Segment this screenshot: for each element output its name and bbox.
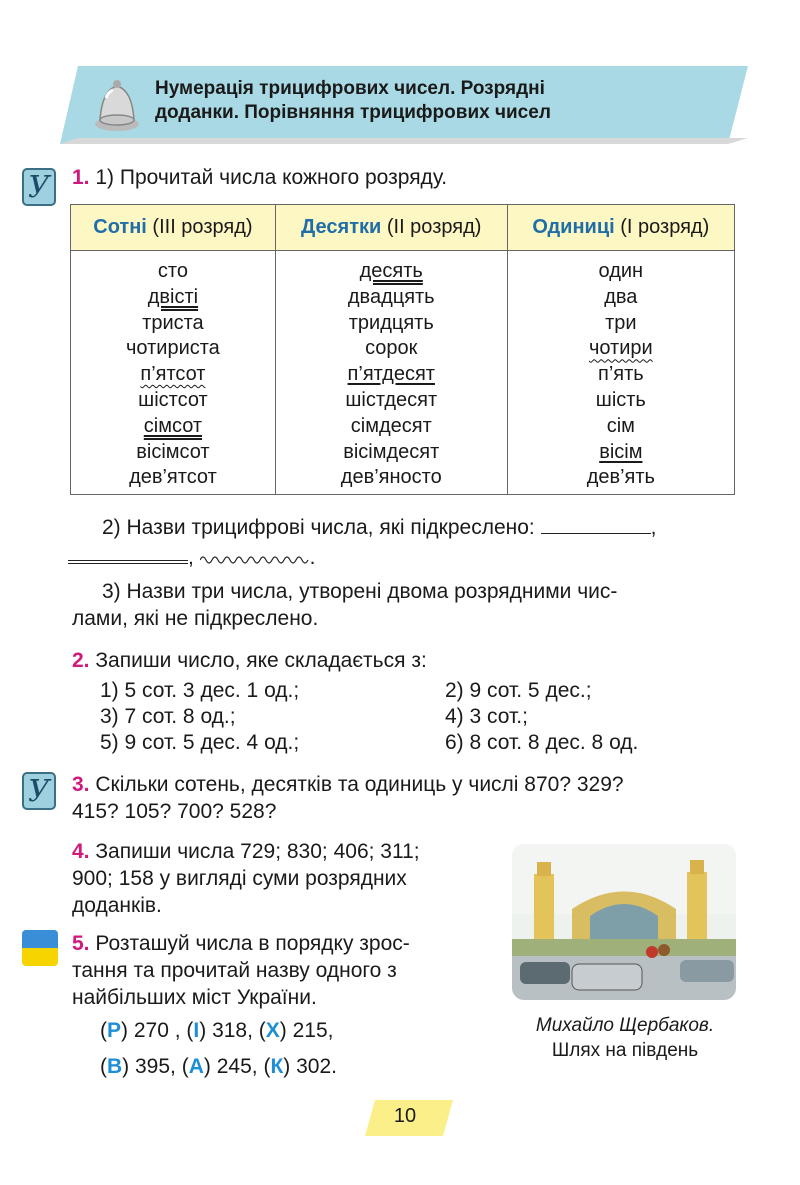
digits-table xyxy=(70,204,735,495)
task-5-number: 5. xyxy=(72,932,90,955)
list-item: вісімсот xyxy=(136,440,210,463)
list-item: два xyxy=(604,285,638,308)
list-item: вісімдесят xyxy=(343,440,440,463)
list-item: шістдесят xyxy=(345,388,438,411)
task-4 xyxy=(72,838,494,919)
list-item: триста xyxy=(142,311,204,334)
task-2-text: Запиши число, яке складається з: xyxy=(95,649,427,672)
list-item: три xyxy=(605,311,637,334)
list-item: п’ятдесят xyxy=(347,363,435,386)
task-4-line-3: доданків. xyxy=(72,894,162,917)
task-3-line-1: Скільки сотень, десятків та одиниць у числі 870? 329? xyxy=(95,773,624,796)
illustration-caption xyxy=(505,1013,745,1063)
list-item: сорок xyxy=(365,337,418,360)
task-2-item-6: 6) 8 сот. 8 дес. 8 од. xyxy=(445,731,639,754)
answer-blank[interactable] xyxy=(541,514,651,534)
list-item: дев’яносто xyxy=(340,466,442,489)
list-item: вісім xyxy=(599,440,643,463)
oral-task-badge-icon xyxy=(22,772,56,810)
list-item: сімсот xyxy=(143,414,203,437)
task-5-line-3: найбільших міст України. xyxy=(72,986,317,1009)
task-5-line-2: тання та прочитай назву одного з xyxy=(72,959,397,982)
task-1-part-1: 1) Прочитай числа кожного розряду. xyxy=(95,166,448,189)
oral-task-badge-icon xyxy=(22,168,56,206)
list-item: сімдесят xyxy=(350,414,432,437)
list-item: сім xyxy=(606,414,635,437)
task-5 xyxy=(72,930,494,1011)
list-item: сто xyxy=(157,260,188,282)
answer-blank-double[interactable] xyxy=(68,544,188,564)
badge-letter: У xyxy=(28,774,50,809)
ukraine-flag-icon xyxy=(22,930,58,966)
header-ones: Одиниці (І розряд) xyxy=(507,205,734,251)
task-1-number: 1. xyxy=(72,166,90,189)
list-item: двадцять xyxy=(347,285,435,308)
list-item: десять xyxy=(359,260,423,282)
task-2-item-2: 2) 9 сот. 5 дес.; xyxy=(445,679,592,702)
task-2-item-3: 3) 7 сот. 8 од.; xyxy=(100,705,236,728)
list-item: дев’ять xyxy=(586,466,655,489)
list-item: п’ять xyxy=(597,363,644,386)
painting-illustration xyxy=(512,844,736,1000)
header-hundreds: Сотні (ІІІ розряд) xyxy=(71,205,276,251)
task-1-part-2: 2) Назви трицифрові числа, які підкреслено: , xyxy=(102,516,657,539)
task-1-part-3-line-1: 3) Назви три числа, утворені двома розрядними чис- xyxy=(102,580,618,603)
list-item: шістсот xyxy=(138,388,208,411)
task-1-part-3-line-2: лами, які не підкреслено. xyxy=(72,607,319,630)
page-number-text: 10 xyxy=(393,1105,417,1127)
list-item: тридцять xyxy=(348,311,434,334)
task-1-part-2-text: 2) Назви трицифрові числа, які підкреслено: xyxy=(102,516,535,539)
list-item: двісті xyxy=(147,285,199,308)
task-1-blanks-line: , . xyxy=(68,544,316,571)
page-number xyxy=(365,1098,455,1138)
task-1-part-3 xyxy=(72,578,736,632)
answer-blank-wavy[interactable] xyxy=(200,550,310,564)
task-5-row-1: (Р) 270 , (І) 318, (Х) 215, xyxy=(100,1019,334,1042)
task-2-number: 2. xyxy=(72,649,90,672)
task-2-item-1: 1) 5 сот. 3 дес. 1 од.; xyxy=(100,679,300,702)
list-item: один xyxy=(598,260,644,282)
task-4-line-1: Запиши числа 729; 830; 406; 311; xyxy=(95,840,420,863)
page-title-line-2: доданки. Порівняння трицифрових чисел xyxy=(155,102,551,123)
header-tens: Десятки (ІІ розряд) xyxy=(275,205,507,251)
task-1-heading xyxy=(72,164,447,191)
list-item: шість xyxy=(595,388,646,411)
task-5-row-2: (В) 395, (А) 245, (К) 302. xyxy=(100,1055,337,1078)
column-ones xyxy=(507,251,734,495)
column-tens xyxy=(275,251,507,495)
list-item: дев’ятсот xyxy=(129,466,217,489)
task-3 xyxy=(72,771,740,825)
task-4-number: 4. xyxy=(72,840,90,863)
caption-title: Шлях на південь xyxy=(551,1040,699,1061)
page-title xyxy=(155,77,675,125)
task-2-heading xyxy=(72,647,427,674)
task-2-item-4: 4) 3 сот.; xyxy=(445,705,528,728)
badge-letter: У xyxy=(28,170,50,205)
caption-author: Михайло Щербаков. xyxy=(535,1015,715,1036)
list-item: чотириста xyxy=(126,337,220,360)
list-item: чотири xyxy=(588,337,653,360)
task-4-line-2: 900; 158 у вигляді суми розрядних xyxy=(72,867,407,890)
task-3-number: 3. xyxy=(72,773,90,796)
task-3-line-2: 415? 105? 700? 528? xyxy=(72,800,277,823)
list-item: п’ятсот xyxy=(140,363,206,386)
page-title-line-1: Нумерація трицифрових чисел. Розрядні xyxy=(155,78,545,99)
column-hundreds xyxy=(71,251,276,495)
bell-icon xyxy=(88,76,146,134)
task-2-item-5: 5) 9 сот. 5 дес. 4 од.; xyxy=(100,731,300,754)
task-5-line-1: Розташуй числа в порядку зрос- xyxy=(95,932,410,955)
